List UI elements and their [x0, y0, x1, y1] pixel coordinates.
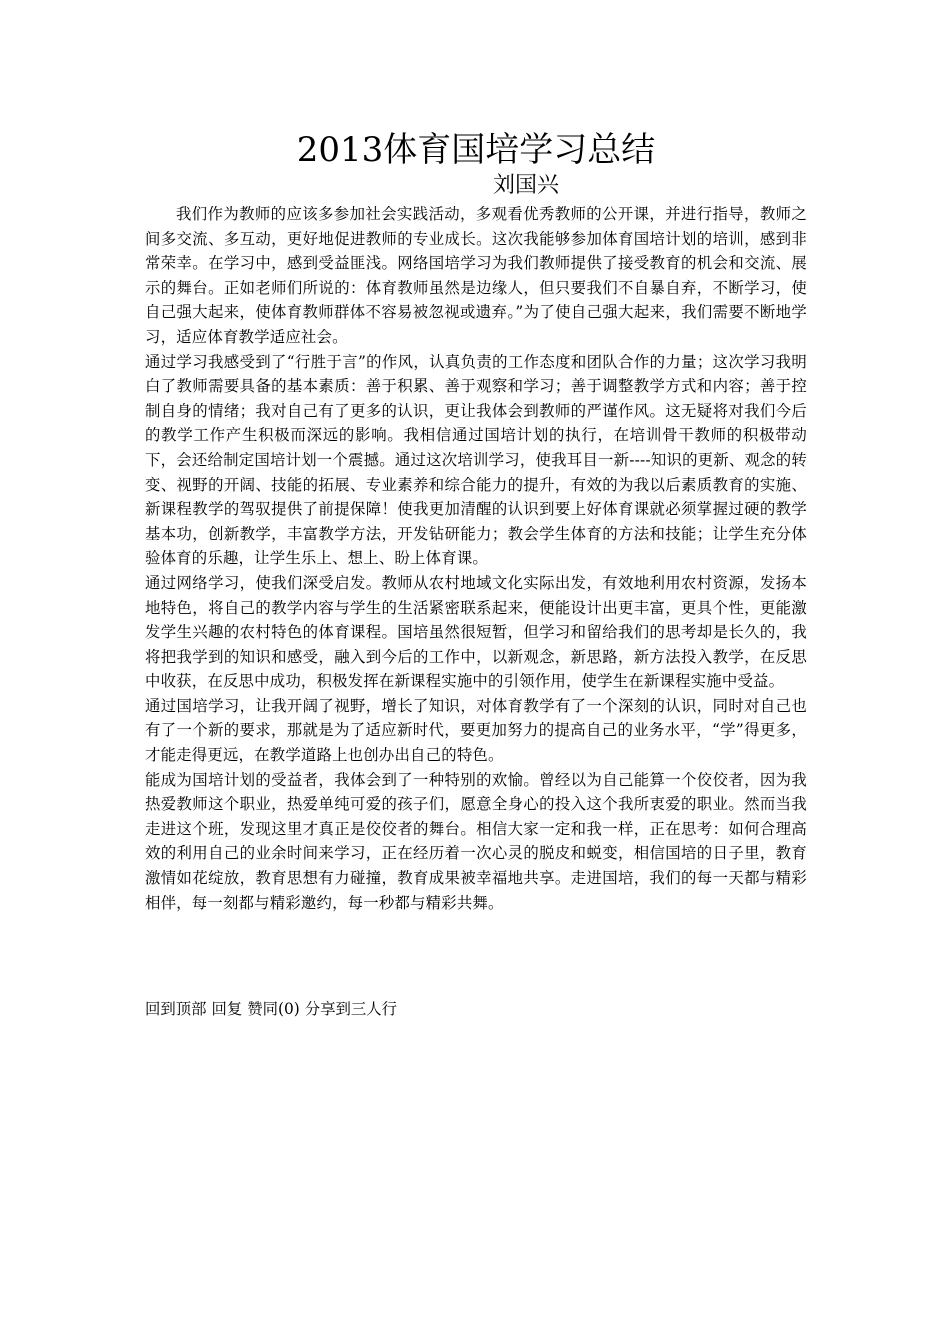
reply-link[interactable]: 回复 [211, 1000, 243, 1018]
paragraph: 通过国培学习，让我开阔了视野，增长了知识，对体育教学有了一个深刻的认识，同时对自己也有了一个新的要求，那就是为了适应新时代，要更加努力的提高自己的业务水平，“学”得更多，才能走得更远，在教学道路上也创办出自己的特色。 [145, 696, 807, 765]
like-link[interactable]: 赞同(0) [247, 1000, 300, 1018]
document-body [145, 128, 807, 915]
paragraph: 能成为国培计划的受益者，我体会到了一种特别的欢愉。曾经以为自己能算一个佼佼者，因为我热爱教师这个职业，热爱单纯可爱的孩子们，愿意全身心的投入这个我所衷爱的职业。然而当我走进这个班，发现这里才真正是佼佼者的舞台。相信大家一定和我一样，正在思考：如何合理高效的利用自己的业余时间来学习，正在经历着一次心灵的脱皮和蜕变，相信国培的日子里，教育激情如花绽放，教育思想有力碰撞，教育成果被幸福地共享。走进国培，我们的每一天都与精彩相伴，每一刻都与精彩邀约，每一秒都与精彩共舞。 [145, 770, 807, 912]
paragraph: 通过网络学习，使我们深受启发。教师从农村地域文化实际出发，有效地利用农村资源，发扬本地特色，将自己的教学内容与学生的生活紧密联系起来，便能设计出更丰富，更具个性，更能激发学生兴趣的农村特色的体育课程。国培虽然很短暂，但学习和留给我们的思考却是长久的，我将把我学到的知识和感受，融入到今后的工作中，以新观念，新思路，新方法投入教学，在反思中收获，在反思中成功，积极发挥在新课程实施中的引领作用，使学生在新课程实施中受益。 [145, 573, 807, 691]
footer-actions [145, 997, 397, 1021]
back-to-top-link[interactable]: 回到顶部 [145, 1000, 207, 1018]
paragraph: 我们作为教师的应该多参加社会实践活动，多观看优秀教师的公开课，并进行指导，教师之间多交流、多互动，更好地促进教师的专业成长。这次我能够参加体育国培计划的培训，感到非常荣幸。在学习中，感到受益匪浅。网络国培学习为我们教师提供了接受教育的机会和交流、展示的舞台。正如老师们所说的：体育教师虽然是边缘人，但只要我们不自暴自弃，不断学习，使自己强大起来，使体育教师群体不容易被忽视或遗弃。”为了使自己强大起来，我们需要不断地学习，适应体育教学适应社会。 [145, 205, 807, 346]
paragraph: 通过学习我感受到了“行胜于言”的作风，认真负责的工作态度和团队合作的力量；这次学习我明白了教师需要具备的基本素质：善于积累、善于观察和学习；善于调整教学方式和内容；善于控制自身的情绪；我对自己有了更多的认识，更让我体会到教师的严谨作风。这无疑将对我们今后的教学工作产生积极而深远的影响。我相信通过国培计划的执行，在培训骨干教师的积极带动下，会还给制定国培计划一个震撼。通过这次培训学习，使我耳目一新----知识的更新、观念的转变、视野的开阔、技能的拓展、专业素养和综合能力的提升，有效的为我以后素质教育的实施、新课程教学的驾驭提供了前提保障！使我更加清醒的认识到要上好体育课就必须掌握过硬的教学基本功，创新教学，丰富教学方法，开发钻研能力；教会学生体育的方法和技能；让学生充分体验体育的乐趣，让学生乐上、想上、盼上体育课。 [145, 352, 807, 568]
author-name: 刘国兴 [492, 173, 559, 198]
document-title: 2013体育国培学习总结 [296, 130, 656, 170]
share-link[interactable]: 分享到三人行 [304, 1000, 398, 1018]
